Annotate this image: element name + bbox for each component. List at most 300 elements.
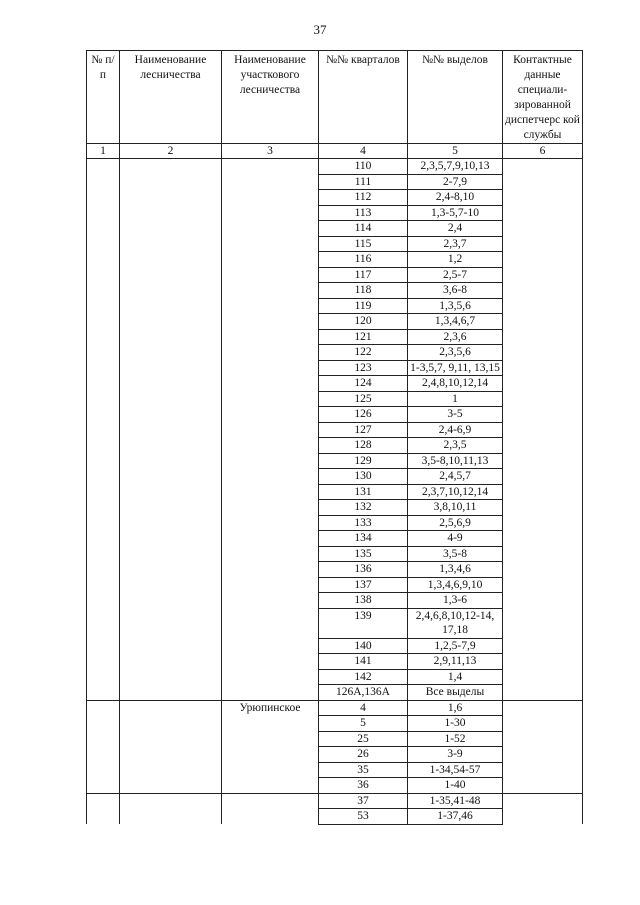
quarter-cell: 125 [319, 391, 408, 407]
row-number-cell [87, 809, 120, 825]
row-number-cell [87, 716, 120, 732]
forestry-cell [120, 345, 222, 361]
sections-cell: 1,3,4,6 [408, 562, 503, 578]
contacts-cell [503, 360, 583, 376]
quarter-cell: 135 [319, 546, 408, 562]
sections-cell: 2,3,7 [408, 236, 503, 252]
district-forestry-cell [222, 762, 319, 778]
sections-cell: 2,3,7,10,12,14 [408, 484, 503, 500]
row-number-cell [87, 515, 120, 531]
quarter-cell: 133 [319, 515, 408, 531]
table-row [87, 267, 583, 283]
sections-cell: 3,5-8 [408, 546, 503, 562]
quarter-cell: 126А,136А [319, 685, 408, 701]
row-number-cell [87, 654, 120, 670]
quarter-cell: 140 [319, 638, 408, 654]
sections-cell: 3,8,10,11 [408, 500, 503, 516]
table-row [87, 793, 583, 809]
sections-cell: 3-5 [408, 407, 503, 423]
district-forestry-cell [222, 407, 319, 423]
forestry-cell [120, 654, 222, 670]
contacts-cell [503, 500, 583, 516]
sections-cell: 2,3,6 [408, 329, 503, 345]
column-index: 4 [319, 144, 408, 159]
sections-cell: 2,4,5,7 [408, 469, 503, 485]
contacts-cell [503, 453, 583, 469]
contacts-cell [503, 669, 583, 685]
contacts-cell [503, 407, 583, 423]
row-number-cell [87, 669, 120, 685]
district-forestry-cell [222, 190, 319, 206]
forestry-cell [120, 638, 222, 654]
sections-cell: 3,5-8,10,11,13 [408, 453, 503, 469]
contacts-cell [503, 546, 583, 562]
forestry-cell [120, 546, 222, 562]
row-number-cell [87, 793, 120, 809]
quarter-cell: 53 [319, 809, 408, 825]
district-forestry-cell [222, 345, 319, 361]
contacts-cell [503, 376, 583, 392]
district-forestry-cell [222, 747, 319, 763]
sections-cell: 2-7,9 [408, 174, 503, 190]
contacts-cell [503, 809, 583, 825]
page-number: 37 [313, 22, 327, 37]
contacts-cell [503, 298, 583, 314]
table-row [87, 515, 583, 531]
header-row [87, 51, 583, 144]
contacts-cell [503, 221, 583, 237]
quarter-cell: 138 [319, 593, 408, 609]
district-forestry-cell [222, 453, 319, 469]
table-row [87, 438, 583, 454]
contacts-cell [503, 345, 583, 361]
sections-cell: 2,3,5,7,9,10,13 [408, 159, 503, 175]
quarter-cell: 110 [319, 159, 408, 175]
contacts-cell [503, 562, 583, 578]
sections-cell: 2,4,8,10,12,14 [408, 376, 503, 392]
district-forestry-cell [222, 515, 319, 531]
district-forestry-cell [222, 793, 319, 809]
sections-cell: 2,4-8,10 [408, 190, 503, 206]
table-row [87, 809, 583, 825]
district-forestry-cell [222, 577, 319, 593]
district-forestry-cell [222, 159, 319, 175]
table-body [87, 159, 583, 825]
sections-cell: 1-30 [408, 716, 503, 732]
forestry-cell [120, 314, 222, 330]
quarter-cell: 35 [319, 762, 408, 778]
forestry-cell [120, 685, 222, 701]
forestry-cell [120, 531, 222, 547]
sections-cell: 3,6-8 [408, 283, 503, 299]
quarter-cell: 37 [319, 793, 408, 809]
contacts-cell [503, 438, 583, 454]
header-quarters: №№ кварталов [319, 51, 408, 144]
contacts-cell [503, 638, 583, 654]
row-number-cell [87, 685, 120, 701]
forestry-cell [120, 159, 222, 175]
table-row [87, 190, 583, 206]
forestry-cell [120, 407, 222, 423]
forestry-cell [120, 484, 222, 500]
row-number-cell [87, 252, 120, 268]
district-forestry-cell [222, 778, 319, 794]
row-number-cell [87, 190, 120, 206]
forestry-cell [120, 762, 222, 778]
row-number-cell [87, 469, 120, 485]
contacts-cell [503, 762, 583, 778]
district-forestry-cell [222, 236, 319, 252]
district-forestry-cell [222, 329, 319, 345]
row-number-cell [87, 360, 120, 376]
forestry-cell [120, 267, 222, 283]
forestry-cell [120, 376, 222, 392]
table-row [87, 762, 583, 778]
district-forestry-cell [222, 314, 319, 330]
quarter-cell: 111 [319, 174, 408, 190]
contacts-cell [503, 793, 583, 809]
forestry-cell [120, 469, 222, 485]
district-forestry-cell [222, 562, 319, 578]
forestry-cell [120, 329, 222, 345]
district-forestry-cell [222, 654, 319, 670]
contacts-cell [503, 593, 583, 609]
header-forestry: Наименование лесничества [120, 51, 222, 144]
table-row [87, 731, 583, 747]
table-row [87, 484, 583, 500]
forestry-cell [120, 422, 222, 438]
sections-cell: 1,2 [408, 252, 503, 268]
column-index: 5 [408, 144, 503, 159]
contacts-cell [503, 577, 583, 593]
forestry-cell [120, 453, 222, 469]
forestry-cell [120, 731, 222, 747]
contacts-cell [503, 252, 583, 268]
forestry-cell [120, 700, 222, 716]
sections-cell: 1-35,41-48 [408, 793, 503, 809]
quarter-cell: 139 [319, 608, 408, 638]
row-number-cell [87, 638, 120, 654]
quarter-cell: 132 [319, 500, 408, 516]
contacts-cell [503, 422, 583, 438]
header-district-forestry: Наименование участкового лесничества [222, 51, 319, 144]
contacts-cell [503, 716, 583, 732]
contacts-cell [503, 174, 583, 190]
sections-cell: 1,3,4,6,7 [408, 314, 503, 330]
table-row [87, 638, 583, 654]
forestry-cell [120, 669, 222, 685]
contacts-cell [503, 654, 583, 670]
quarter-cell: 5 [319, 716, 408, 732]
row-number-cell [87, 329, 120, 345]
forestry-cell [120, 608, 222, 638]
table-row [87, 669, 583, 685]
sections-cell: 1,2,5-7,9 [408, 638, 503, 654]
table-row [87, 407, 583, 423]
contacts-cell [503, 515, 583, 531]
forestry-cell [120, 793, 222, 809]
header-number: № п/п [87, 51, 120, 144]
sections-cell: 1,3-6 [408, 593, 503, 609]
sections-cell: 1-37,46 [408, 809, 503, 825]
forestry-cell [120, 515, 222, 531]
table-row [87, 314, 583, 330]
table-row [87, 546, 583, 562]
district-forestry-cell [222, 283, 319, 299]
sections-cell: 2,4 [408, 221, 503, 237]
district-forestry-cell [222, 593, 319, 609]
row-number-cell [87, 391, 120, 407]
forestry-cell [120, 500, 222, 516]
sections-cell: 1-52 [408, 731, 503, 747]
forestry-cell [120, 360, 222, 376]
sections-cell: 2,4-6,9 [408, 422, 503, 438]
quarter-cell: 136 [319, 562, 408, 578]
table-row [87, 747, 583, 763]
row-number-cell [87, 159, 120, 175]
row-number-cell [87, 345, 120, 361]
table-row [87, 608, 583, 638]
forestry-cell [120, 252, 222, 268]
row-number-cell [87, 438, 120, 454]
quarter-cell: 117 [319, 267, 408, 283]
forestry-cell [120, 298, 222, 314]
quarter-cell: 128 [319, 438, 408, 454]
quarter-cell: 141 [319, 654, 408, 670]
row-number-cell [87, 593, 120, 609]
district-forestry-cell [222, 391, 319, 407]
quarter-cell: 142 [319, 669, 408, 685]
district-forestry-cell [222, 469, 319, 485]
quarter-cell: 127 [319, 422, 408, 438]
sections-cell: 4-9 [408, 531, 503, 547]
table-row [87, 252, 583, 268]
table-row [87, 778, 583, 794]
district-forestry-cell [222, 360, 319, 376]
forestry-cell [120, 190, 222, 206]
district-forestry-cell [222, 484, 319, 500]
table-row [87, 345, 583, 361]
quarter-cell: 112 [319, 190, 408, 206]
quarter-cell: 118 [319, 283, 408, 299]
forestry-cell [120, 236, 222, 252]
column-index: 6 [503, 144, 583, 159]
row-number-cell [87, 531, 120, 547]
table-row [87, 654, 583, 670]
row-number-cell [87, 700, 120, 716]
sections-cell: 1-40 [408, 778, 503, 794]
quarter-cell: 119 [319, 298, 408, 314]
row-number-cell [87, 236, 120, 252]
sections-cell: 2,3,5,6 [408, 345, 503, 361]
row-number-cell [87, 221, 120, 237]
quarter-cell: 113 [319, 205, 408, 221]
table-row [87, 685, 583, 701]
forestry-table [86, 50, 583, 825]
quarter-cell: 124 [319, 376, 408, 392]
row-number-cell [87, 484, 120, 500]
contacts-cell [503, 205, 583, 221]
row-number-cell [87, 376, 120, 392]
row-number-cell [87, 407, 120, 423]
quarter-cell: 130 [319, 469, 408, 485]
district-forestry-cell [222, 638, 319, 654]
district-forestry-cell [222, 500, 319, 516]
column-index: 1 [87, 144, 120, 159]
table-row [87, 562, 583, 578]
forestry-cell [120, 221, 222, 237]
sections-cell: 1 [408, 391, 503, 407]
quarter-cell: 129 [319, 453, 408, 469]
sections-cell: 1-34,54-57 [408, 762, 503, 778]
column-index: 3 [222, 144, 319, 159]
forestry-cell [120, 283, 222, 299]
district-forestry-cell [222, 376, 319, 392]
table-row [87, 283, 583, 299]
table-row [87, 391, 583, 407]
row-number-cell [87, 731, 120, 747]
column-index-row [87, 144, 583, 159]
district-forestry-cell [222, 205, 319, 221]
table-row [87, 298, 583, 314]
quarter-cell: 25 [319, 731, 408, 747]
forestry-cell [120, 809, 222, 825]
row-number-cell [87, 314, 120, 330]
table-row [87, 236, 583, 252]
table-row [87, 500, 583, 516]
district-forestry-cell [222, 252, 319, 268]
table-row [87, 593, 583, 609]
sections-cell: 1,6 [408, 700, 503, 716]
quarter-cell: 122 [319, 345, 408, 361]
sections-cell: 1-3,5,7, 9,11, 13,15 [408, 360, 503, 376]
quarter-cell: 134 [319, 531, 408, 547]
quarter-cell: 126 [319, 407, 408, 423]
forestry-cell [120, 593, 222, 609]
district-forestry-cell [222, 267, 319, 283]
sections-cell: 1,3,4,6,9,10 [408, 577, 503, 593]
forestry-cell [120, 205, 222, 221]
table-row [87, 329, 583, 345]
row-number-cell [87, 298, 120, 314]
forestry-cell [120, 174, 222, 190]
row-number-cell [87, 546, 120, 562]
district-forestry-cell [222, 221, 319, 237]
district-forestry-cell [222, 546, 319, 562]
sections-cell: 3-9 [408, 747, 503, 763]
district-forestry-cell [222, 298, 319, 314]
row-number-cell [87, 747, 120, 763]
district-forestry-cell [222, 685, 319, 701]
sections-cell: Все выделы [408, 685, 503, 701]
row-number-cell [87, 608, 120, 638]
contacts-cell [503, 484, 583, 500]
sections-cell: 2,5,6,9 [408, 515, 503, 531]
row-number-cell [87, 174, 120, 190]
contacts-cell [503, 190, 583, 206]
table-row [87, 360, 583, 376]
row-number-cell [87, 283, 120, 299]
sections-cell: 1,3,5,6 [408, 298, 503, 314]
row-number-cell [87, 453, 120, 469]
quarter-cell: 131 [319, 484, 408, 500]
table-row [87, 453, 583, 469]
contacts-cell [503, 283, 583, 299]
contacts-cell [503, 700, 583, 716]
sections-cell: 2,5-7 [408, 267, 503, 283]
forestry-cell [120, 391, 222, 407]
quarter-cell: 123 [319, 360, 408, 376]
row-number-cell [87, 500, 120, 516]
table-row [87, 716, 583, 732]
district-forestry-cell [222, 731, 319, 747]
row-number-cell [87, 422, 120, 438]
forestry-cell [120, 577, 222, 593]
forestry-cell [120, 778, 222, 794]
contacts-cell [503, 778, 583, 794]
quarter-cell: 36 [319, 778, 408, 794]
district-forestry-cell [222, 716, 319, 732]
row-number-cell [87, 562, 120, 578]
table-row [87, 376, 583, 392]
table-row [87, 221, 583, 237]
header-sections: №№ выделов [408, 51, 503, 144]
table-row [87, 531, 583, 547]
row-number-cell [87, 205, 120, 221]
row-number-cell [87, 267, 120, 283]
contacts-cell [503, 314, 583, 330]
contacts-cell [503, 267, 583, 283]
quarter-cell: 114 [319, 221, 408, 237]
row-number-cell [87, 778, 120, 794]
contacts-cell [503, 531, 583, 547]
row-number-cell [87, 577, 120, 593]
quarter-cell: 26 [319, 747, 408, 763]
sections-cell: 2,4,6,8,10,12-14, 17,18 [408, 608, 503, 638]
district-forestry-cell [222, 809, 319, 825]
contacts-cell [503, 608, 583, 638]
contacts-cell [503, 469, 583, 485]
table-row [87, 159, 583, 175]
sections-cell: 2,9,11,13 [408, 654, 503, 670]
contacts-cell [503, 391, 583, 407]
district-forestry-cell [222, 174, 319, 190]
table-row [87, 577, 583, 593]
quarter-cell: 137 [319, 577, 408, 593]
contacts-cell [503, 731, 583, 747]
forestry-cell [120, 716, 222, 732]
forestry-cell [120, 438, 222, 454]
forestry-cell [120, 747, 222, 763]
district-forestry-cell: Урюпинское [222, 700, 319, 716]
quarter-cell: 121 [319, 329, 408, 345]
table-row [87, 422, 583, 438]
district-forestry-cell [222, 531, 319, 547]
contacts-cell [503, 747, 583, 763]
table-row [87, 469, 583, 485]
contacts-cell [503, 159, 583, 175]
quarter-cell: 4 [319, 700, 408, 716]
table-row [87, 700, 583, 716]
forestry-cell [120, 562, 222, 578]
row-number-cell [87, 762, 120, 778]
quarter-cell: 115 [319, 236, 408, 252]
sections-cell: 2,3,5 [408, 438, 503, 454]
quarter-cell: 116 [319, 252, 408, 268]
contacts-cell [503, 329, 583, 345]
sections-cell: 1,4 [408, 669, 503, 685]
contacts-cell [503, 236, 583, 252]
